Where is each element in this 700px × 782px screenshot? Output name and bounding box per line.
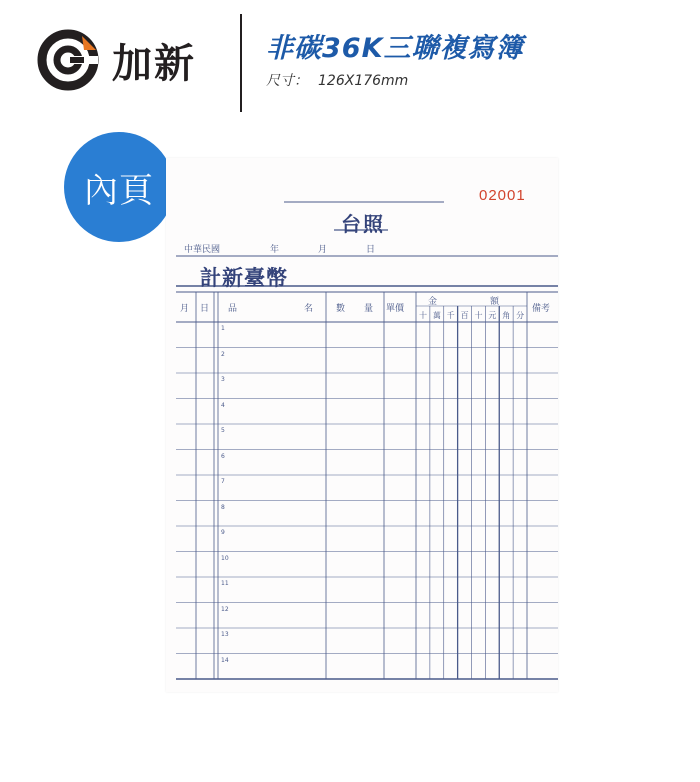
col-amount-header-2: 額 bbox=[490, 297, 500, 307]
row-number: 9 bbox=[221, 529, 225, 536]
receipt-sheet bbox=[166, 158, 558, 692]
row-number: 11 bbox=[221, 580, 229, 587]
col-item-header-2: 名 bbox=[304, 304, 314, 314]
col-unit-price-header: 單價 bbox=[386, 304, 405, 314]
row-number: 6 bbox=[221, 452, 225, 460]
brand-name: 加新 bbox=[112, 40, 196, 87]
date-era: 中華民國 bbox=[184, 245, 221, 255]
product-spec bbox=[266, 70, 408, 90]
row-number: 13 bbox=[221, 631, 229, 638]
amount-digit-label: 萬 bbox=[432, 311, 441, 320]
row-number: 7 bbox=[221, 478, 225, 485]
row-number: 4 bbox=[221, 401, 225, 409]
serial-number: 02001 bbox=[479, 187, 526, 204]
col-qty-header-2: 量 bbox=[364, 304, 374, 314]
date-year: 年 bbox=[270, 245, 280, 255]
badge-label: 內頁 bbox=[84, 170, 154, 211]
header-divider bbox=[240, 14, 242, 112]
amount-digit-label: 元 bbox=[488, 311, 497, 320]
row-number: 8 bbox=[221, 503, 225, 511]
amount-digit-label: 百 bbox=[460, 311, 469, 320]
amount-digit-label: 分 bbox=[516, 311, 525, 320]
vendor-title: 計新臺幣 bbox=[200, 266, 288, 290]
row-number: 5 bbox=[221, 427, 225, 434]
col-remarks-header: 備考 bbox=[532, 304, 551, 314]
amount-digit-label: 角 bbox=[502, 311, 511, 320]
spec-label: 尺寸： bbox=[266, 73, 308, 89]
col-day-header: 日 bbox=[200, 304, 210, 314]
row-number: 1 bbox=[221, 325, 225, 332]
col-item-header-1: 品 bbox=[228, 304, 238, 314]
brand bbox=[36, 28, 196, 92]
logo-icon bbox=[36, 28, 100, 92]
col-amount-header-1: 金 bbox=[428, 297, 438, 307]
row-number: 2 bbox=[221, 350, 225, 358]
row-number: 12 bbox=[221, 605, 229, 613]
date-day: 日 bbox=[366, 245, 376, 255]
row-number: 3 bbox=[221, 376, 225, 383]
copy-label: 台照 bbox=[341, 212, 385, 236]
inner-page-badge bbox=[64, 132, 174, 242]
date-month: 月 bbox=[318, 245, 328, 255]
col-qty-header-1: 數 bbox=[336, 304, 346, 314]
col-month-header: 月 bbox=[180, 304, 190, 314]
row-number: 10 bbox=[221, 554, 229, 562]
spec-value: 126X176mm bbox=[318, 73, 409, 89]
amount-digit-label: 十 bbox=[474, 311, 483, 320]
amount-digit-label: 十 bbox=[419, 311, 427, 320]
row-number: 14 bbox=[221, 656, 229, 664]
amount-digit-label: 千 bbox=[446, 311, 455, 320]
product-title: 非碳36K三聯複寫簿 bbox=[266, 33, 524, 64]
